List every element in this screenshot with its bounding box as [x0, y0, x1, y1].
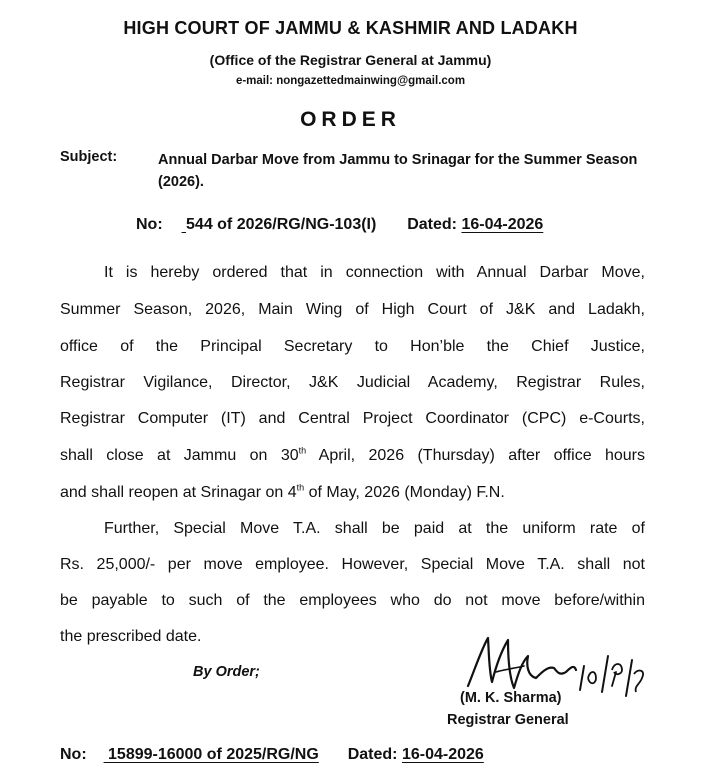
ref-no-label: No: [136, 216, 163, 233]
foot-date: 16-04-2026 [401, 746, 484, 763]
ref-dated-label: Dated: [407, 216, 457, 233]
email-address: e-mail: nongazettedmainwing@gmail.com [235, 75, 466, 87]
ref-number: 544 of 2026/RG/NG-103(I) [186, 216, 377, 233]
signatory-designation: Registrar General [447, 712, 569, 728]
order-reference [136, 216, 543, 234]
ref-date: 16-04-2026 [461, 216, 544, 233]
subject-text: Annual Darbar Move from Jammu to Srinagar for the Summer Season (2026). [158, 152, 638, 190]
foot-no-label: No: [60, 746, 87, 763]
para2-line: Rs. 25,000/- per move employee. However, Special Move T.A. shall not [60, 556, 645, 573]
document-title: ORDER [300, 108, 401, 131]
para1-line: office of the Principal Secretary to Hon’ble the Chief Justice, [60, 338, 645, 355]
para2-line: Further, Special Move T.A. shall be paid at the uniform rate of [104, 520, 645, 537]
para2-line: the prescribed date. [60, 628, 202, 645]
by-order-label: By Order; [193, 664, 260, 680]
para1-line: and shall reopen at Srinagar on 4th of May, 2026 (Monday) F.N. [60, 482, 505, 501]
para1-line: Registrar Vigilance, Director, J&K Judicial Academy, Registrar Rules, [60, 374, 645, 391]
foot-number: 15899-16000 of 2025/RG/NG [108, 746, 319, 763]
office-name: (Office of the Registrar General at Jammu) [209, 52, 492, 68]
subject-label: Subject: [60, 149, 118, 165]
para1-line: shall close at Jammu on 30th April, 2026 (Thursday) after office hours [60, 445, 646, 464]
endorsement-reference [60, 746, 484, 764]
para2-line: be payable to such of the employees who do not move before/within [60, 592, 645, 609]
para1-line: It is hereby ordered that in connection with Annual Darbar Move, [104, 264, 645, 281]
para1-line: Summer Season, 2026, Main Wing of High Court of J&K and Ladakh, [60, 301, 645, 318]
para1-line: Registrar Computer (IT) and Central Project Coordinator (CPC) e-Courts, [60, 410, 645, 427]
signatory-name: (M. K. Sharma) [460, 690, 562, 706]
foot-dated-label: Dated: [347, 746, 398, 763]
court-name: HIGH COURT OF JAMMU & KASHMIR AND LADAKH [123, 18, 578, 38]
